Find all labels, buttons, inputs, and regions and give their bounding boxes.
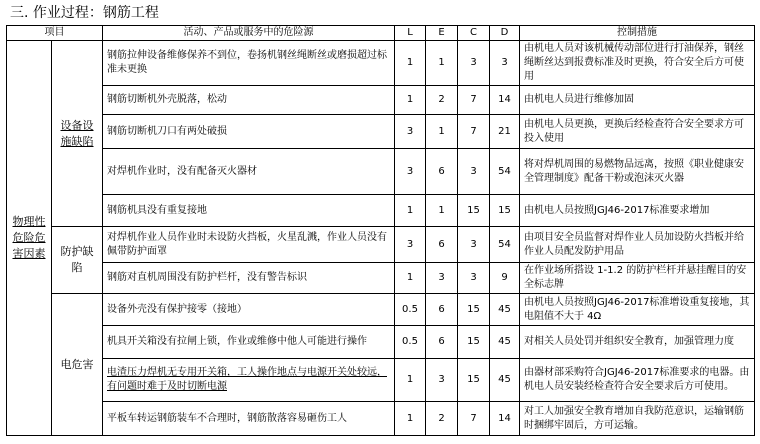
activity-cell: 钢筋切断机刀口有两处破损 (103, 115, 395, 149)
l-cell: 1 (395, 402, 426, 436)
control-cell: 由机电人员进行维修加固 (520, 86, 755, 115)
header-l: L (395, 26, 426, 41)
header-item: 项目 (7, 26, 103, 41)
header-control: 控制措施 (520, 26, 755, 41)
c-cell: 7 (458, 115, 490, 149)
activity-cell: 对焊机作业时，没有配备灭火器材 (103, 149, 395, 195)
section-title: 三. 作业过程：钢筋工程 (10, 5, 159, 21)
c-cell: 3 (458, 227, 490, 263)
header-activity: 活动、产品或服务中的危险源 (103, 26, 395, 41)
l-cell: 1 (395, 359, 426, 402)
table-row (7, 227, 755, 263)
c-cell: 7 (458, 86, 490, 115)
d-cell: 21 (490, 115, 520, 149)
c-cell: 15 (458, 326, 490, 359)
control-cell: 对相关人员处罚并组织安全教育，加强管理力度 (520, 326, 755, 359)
activity-cell: 钢筋切断机外壳脱落，松动 (103, 86, 395, 115)
table-row (7, 294, 755, 326)
l-cell: 1 (395, 41, 426, 86)
e-cell: 6 (426, 326, 458, 359)
control-cell: 由机电人员对该机械传动部位进行打油保养，钢丝绳断丝达到报费标准及时更换，符合安全后方可使用 (520, 41, 755, 86)
e-cell: 6 (426, 149, 458, 195)
control-cell: 由器材部采购符合JGJ46-2017标准要求的电器。由机电人员安装经检查符合安全要求后方可使用。 (520, 359, 755, 402)
activity-cell: 钢筋对直机周围没有防护栏杆，没有警告标识 (103, 263, 395, 294)
activity-cell: 对焊机作业人员作业时未设防火挡板，火星乱溅，作业人员没有佩带防护面罩 (103, 227, 395, 263)
d-cell: 45 (490, 359, 520, 402)
table-row (7, 86, 755, 115)
d-cell: 3 (490, 41, 520, 86)
table-row (7, 41, 755, 86)
e-cell: 6 (426, 294, 458, 326)
e-cell: 3 (426, 359, 458, 402)
c-cell: 15 (458, 294, 490, 326)
table-row (7, 402, 755, 436)
table-header-row (7, 26, 755, 41)
e-cell: 1 (426, 115, 458, 149)
activity-cell: 钢筋拉伸设备维修保养不到位，卷扬机钢丝绳断丝或磨损超过标准未更换 (103, 41, 395, 86)
control-cell: 将对焊机周围的易燃物品远离，按照《职业健康安全管理制度》配备干粉或泡沫灭火器 (520, 149, 755, 195)
header-c: C (458, 26, 490, 41)
e-cell: 6 (426, 227, 458, 263)
subcategory-equipment: 设备设施缺陷 (52, 41, 103, 227)
c-cell: 3 (458, 41, 490, 86)
d-cell: 14 (490, 402, 520, 436)
activity-cell: 平板车转运钢筋装车不合理时，钢筋散落容易砸伤工人 (103, 402, 395, 436)
l-cell: 1 (395, 86, 426, 115)
table-row (7, 149, 755, 195)
activity-cell (103, 359, 395, 402)
l-cell: 1 (395, 195, 426, 227)
table-row (7, 326, 755, 359)
d-cell: 9 (490, 263, 520, 294)
activity-cell: 钢筋机具没有重复接地 (103, 195, 395, 227)
d-cell: 14 (490, 86, 520, 115)
c-cell: 3 (458, 149, 490, 195)
control-cell: 由机电人员按照JGJ46-2017标准增设重复接地，其电阻值不大于 4Ω (520, 294, 755, 326)
control-cell: 由机电人员更换，更换后经检查符合安全要求方可投入使用 (520, 115, 755, 149)
subcategory-protection: 防护缺陷 (52, 227, 103, 294)
category-label: 物理性危险危害因素 (12, 215, 46, 260)
table-row (7, 195, 755, 227)
l-cell: 0.5 (395, 294, 426, 326)
activity-cell: 机具开关箱没有拉闸上锁，作业或维修中他人可能进行操作 (103, 326, 395, 359)
d-cell: 45 (490, 326, 520, 359)
table-row (7, 115, 755, 149)
l-cell: 3 (395, 115, 426, 149)
control-cell: 由机电人员按照JGJ46-2017标准要求增加 (520, 195, 755, 227)
e-cell: 1 (426, 41, 458, 86)
l-cell: 0.5 (395, 326, 426, 359)
control-cell: 由项目安全员监督对焊作业人员加设防火挡板并给作业人员配发防护用品 (520, 227, 755, 263)
d-cell: 45 (490, 294, 520, 326)
c-cell: 15 (458, 359, 490, 402)
hazard-table (6, 25, 755, 436)
c-cell: 7 (458, 402, 490, 436)
e-cell: 3 (426, 263, 458, 294)
table-row (7, 263, 755, 294)
table-row (7, 359, 755, 402)
l-cell: 3 (395, 227, 426, 263)
c-cell: 15 (458, 195, 490, 227)
e-cell: 2 (426, 402, 458, 436)
c-cell: 3 (458, 263, 490, 294)
d-cell: 15 (490, 195, 520, 227)
e-cell: 1 (426, 195, 458, 227)
category-cell (7, 41, 52, 436)
activity-text: 电渣压力焊机无专用开关箱，工人操作地点与电源开关处较远，有问题时难于及时切断电源 (107, 367, 387, 392)
activity-cell: 设备外壳没有保护接零（接地） (103, 294, 395, 326)
d-cell: 54 (490, 227, 520, 263)
l-cell: 3 (395, 149, 426, 195)
control-cell: 在作业场所搭设 1-1.2 的防护栏杆并悬挂醒目的安全标志牌 (520, 263, 755, 294)
l-cell: 1 (395, 263, 426, 294)
subcategory-electrical: 电危害 (52, 294, 103, 436)
e-cell: 2 (426, 86, 458, 115)
header-d: D (490, 26, 520, 41)
control-cell: 对工人加强安全教育增加自我防范意识，运输钢筋时捆绑牢固后，方可运输。 (520, 402, 755, 436)
d-cell: 54 (490, 149, 520, 195)
header-e: E (426, 26, 458, 41)
